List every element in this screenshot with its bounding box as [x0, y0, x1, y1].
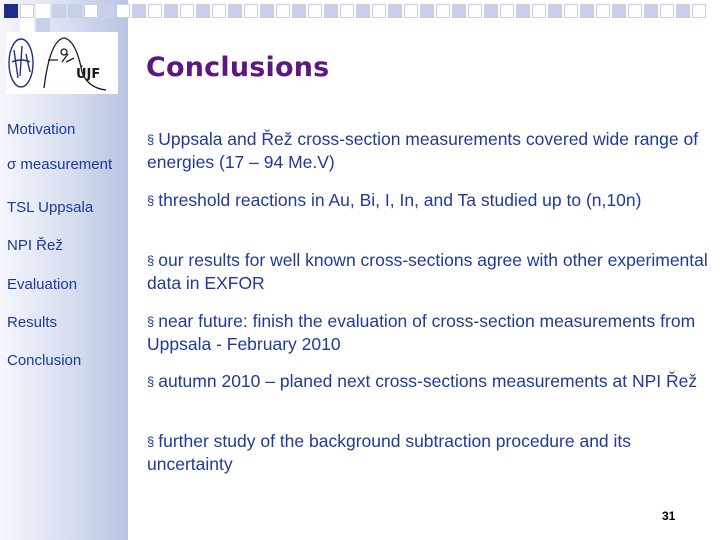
square-decoration [132, 4, 146, 18]
square-decoration [388, 4, 402, 18]
bullet-item [147, 128, 712, 173]
square-decoration [580, 4, 594, 18]
square-decoration [228, 4, 242, 18]
square-decoration [276, 4, 290, 18]
square-decoration [356, 4, 370, 18]
square-decoration [628, 4, 642, 18]
square-decoration [148, 4, 162, 18]
square-decoration [212, 4, 226, 18]
square-decoration [484, 4, 498, 18]
bullet-marker: § [147, 434, 155, 449]
square-decoration [20, 18, 34, 32]
square-decoration [660, 4, 674, 18]
svg-text:ÚJF: ÚJF [76, 67, 101, 82]
square-decoration [116, 4, 130, 18]
square-decoration [692, 4, 706, 18]
bullet-text: Uppsala and Řež cross-section measurements covered wide range of energies (17 – 94 Me.V) [147, 129, 699, 172]
square-decoration [372, 4, 386, 18]
institute-logos [6, 32, 118, 94]
square-decoration [244, 4, 258, 18]
square-decoration [532, 4, 546, 18]
nav-item-tsl-uppsala[interactable]: TSL Uppsala [7, 199, 94, 216]
square-decoration [436, 4, 450, 18]
square-decoration [4, 4, 18, 18]
nav-item-motivation[interactable]: Motivation [7, 121, 76, 138]
nav-item-results[interactable]: Results [7, 314, 58, 331]
square-decoration [52, 4, 66, 18]
bullet-marker: § [147, 253, 155, 268]
square-decoration [596, 4, 610, 18]
bullet-marker: § [147, 132, 155, 147]
square-decoration [20, 4, 34, 18]
nav-item-sigma-measurement[interactable]: σ measurement [7, 156, 113, 173]
bullet-text: near future: finish the evaluation of cross-section measurements from Uppsala - February 2010 [147, 311, 696, 354]
square-decoration [84, 4, 98, 18]
bullet-marker: § [147, 314, 155, 329]
nav-item-npi-rez[interactable]: NPI Řež [7, 237, 63, 254]
square-decoration [324, 4, 338, 18]
square-decoration [500, 4, 514, 18]
bullet-text: autumn 2010 – planed next cross-sections measurements at NPI Řež [158, 371, 698, 391]
bullet-marker: § [147, 374, 155, 389]
bullet-item [147, 310, 712, 355]
square-decoration [564, 4, 578, 18]
decorative-squares [0, 0, 720, 30]
square-decoration [516, 4, 530, 18]
bullet-item [147, 189, 712, 212]
square-decoration [404, 4, 418, 18]
nav-item-conclusion[interactable]: Conclusion [7, 352, 82, 369]
nav-item-evaluation[interactable]: Evaluation [7, 276, 78, 293]
bullet-marker: § [147, 193, 155, 208]
bullet-item [147, 249, 712, 294]
square-decoration [196, 4, 210, 18]
bullet-text: threshold reactions in Au, Bi, I, In, and Ta studied up to (n,10n) [158, 190, 642, 210]
bullet-item [147, 430, 712, 475]
square-decoration [452, 4, 466, 18]
square-decoration [68, 4, 82, 18]
square-decoration [164, 4, 178, 18]
square-decoration [36, 4, 50, 18]
square-decoration [308, 4, 322, 18]
square-decoration [340, 4, 354, 18]
page-number: 31 [662, 509, 676, 523]
square-decoration [468, 4, 482, 18]
square-decoration [644, 4, 658, 18]
square-decoration [420, 4, 434, 18]
bullet-item [147, 370, 712, 393]
logo-background [6, 32, 118, 94]
bullet-text: our results for well known cross-sections agree with other experimental data in EXFOR [147, 250, 708, 293]
square-decoration [100, 4, 114, 18]
square-decoration [36, 18, 50, 32]
bullet-text: further study of the background subtraction procedure and its uncertainty [147, 431, 632, 474]
square-decoration [180, 4, 194, 18]
slide-title: Conclusions [146, 52, 330, 83]
square-decoration [612, 4, 626, 18]
square-decoration [260, 4, 274, 18]
square-decoration [292, 4, 306, 18]
square-decoration [676, 4, 690, 18]
square-decoration [548, 4, 562, 18]
